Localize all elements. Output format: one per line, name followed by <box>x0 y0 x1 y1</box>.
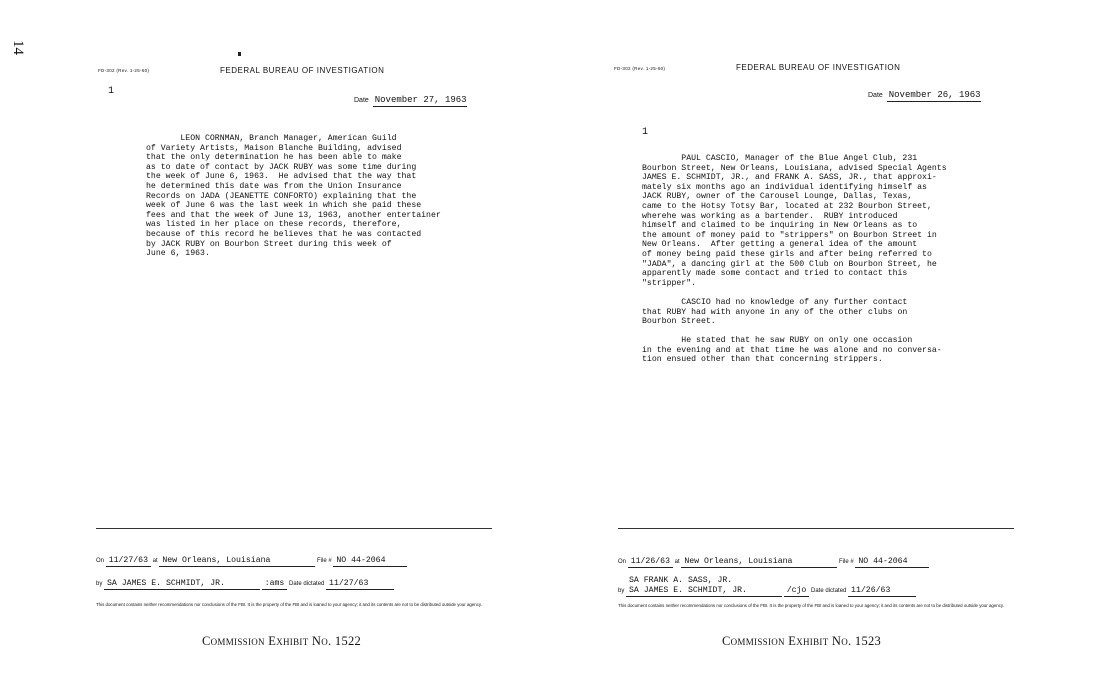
file-label: File # <box>317 558 332 564</box>
date-label: Date <box>868 92 883 99</box>
dictated-date: 11/27/63 <box>326 579 394 590</box>
fbi-disclaimer: This document contains neither recommendations nor conclusions of the FBI. It is the property of the FBI and is loaned to your agency; it and its contents are not to be distributed outside your agency. <box>96 602 483 607</box>
date-value: November 26, 1963 <box>888 90 981 100</box>
by-label: by <box>618 588 625 594</box>
file-number: NO 44-2064 <box>333 556 407 567</box>
footer-agent-row <box>96 579 394 590</box>
report-date <box>354 95 467 107</box>
typist-initials: /cjo <box>784 586 810 597</box>
report-body: PAUL CASCIO, Manager of the Blue Angel Club, 231 Bourbon Street, New Orleans, Louisiana, advised Special Agents JAMES E. SCHMIDT, JR., and FRANK A. SASS, JR., that approxi- mately six months ago an individual identifying himself as JACK RUBY, owner of the Carousel Lounge, Dallas, Texas, came to the Hotsy Totsy Bar, located at 232 Bourbon Street, wherehe was working as a bartender. RUBY introduced himself and claimed to be inquiring in New Orleans as to the amount of money paid to "strippers" on Bourbon Street in New Orleans. After getting a general idea of the amount of money being paid these girls and after being referred to "JADA", a dancing girl at the 500 Club on Bourbon Street, he apparently made some contact and tried to contact this "stripper". CASCIO had no knowledge of any further contact that RUBY had with anyone in any of the other clubs on Bourbon Street. He stated that he saw RUBY on only one occasion in the evening and at that time he was alone and no conversa- tion ensued other than that concerning strippers. <box>642 154 947 365</box>
form-number: FD-302 (Rev. 1-25-60) <box>98 68 150 73</box>
fbi-report-left <box>78 0 598 691</box>
interview-date: 11/26/63 <box>628 557 673 568</box>
report-body: LEON CORNMAN, Branch Manager, American Guild of Variety Artists, Maison Blanche Building, advised that the only determination he has been able to make as to date of contact by JACK RUBY was some time during the week of June 6, 1963. He advised that the way that he determined this date was from the Union Insurance Records on JADA (JEANETTE CONFORTO) explaining that the week of June 6 was the last week in which she paid these fees and that the week of June 13, 1963, another entertainer was listed in her place on these records, therefore, because of this record he believes that he was contacted by JACK RUBY on Bourbon Street during this week of June 6, 1963. <box>146 134 441 259</box>
dictated-label: Date dictated <box>289 581 325 587</box>
interview-place: New Orleans, Louisiana <box>159 556 315 567</box>
dictated-date: 11/26/63 <box>848 586 916 597</box>
on-label: On <box>96 558 105 564</box>
interview-place: New Orleans, Louisiana <box>681 557 837 568</box>
page-marker: 1 <box>108 86 115 97</box>
fbi-report-right <box>598 0 1094 691</box>
agent-name: SA JAMES E. SCHMIDT, JR. <box>104 579 260 590</box>
fbi-disclaimer: This document contains neither recommendations nor conclusions of the FBI. It is the property of the FBI and is loaned to your agency; it and its contents are not to be distributed outside your agency. <box>618 603 1005 608</box>
by-label: by <box>96 581 103 587</box>
date-label: Date <box>354 97 369 104</box>
agent-name-1: SA FRANK A. SASS, JR. <box>629 576 733 585</box>
interview-date: 11/27/63 <box>106 556 151 567</box>
footer-location-row <box>618 557 929 568</box>
at-label: at <box>152 558 158 564</box>
form-number: FD-302 (Rev. 1-25-60) <box>614 66 666 71</box>
agent-names <box>626 576 782 597</box>
report-date <box>868 90 981 102</box>
footer-divider <box>618 528 1014 529</box>
file-label: File # <box>839 559 854 565</box>
at-label: at <box>674 559 680 565</box>
page-number: 14 <box>10 40 26 55</box>
footer-divider <box>96 528 492 529</box>
dictated-label: Date dictated <box>811 588 847 594</box>
agency-header: FEDERAL BUREAU OF INVESTIGATION <box>220 66 385 75</box>
exhibit-label: Commission Exhibit No. 1522 <box>202 634 362 648</box>
file-number: NO 44-2064 <box>855 557 929 568</box>
page-marker: 1 <box>642 127 649 138</box>
agency-header: FEDERAL BUREAU OF INVESTIGATION <box>736 63 901 72</box>
exhibit-label: Commission Exhibit No. 1523 <box>722 634 882 648</box>
date-value: November 27, 1963 <box>374 95 467 105</box>
typist-initials: :ams <box>262 579 288 590</box>
on-label: On <box>618 559 627 565</box>
agent-name-2: SA JAMES E. SCHMIDT, JR. <box>626 586 782 597</box>
footer-agent-row <box>618 576 916 597</box>
stamp-dot <box>238 52 241 56</box>
footer-location-row <box>96 556 407 567</box>
